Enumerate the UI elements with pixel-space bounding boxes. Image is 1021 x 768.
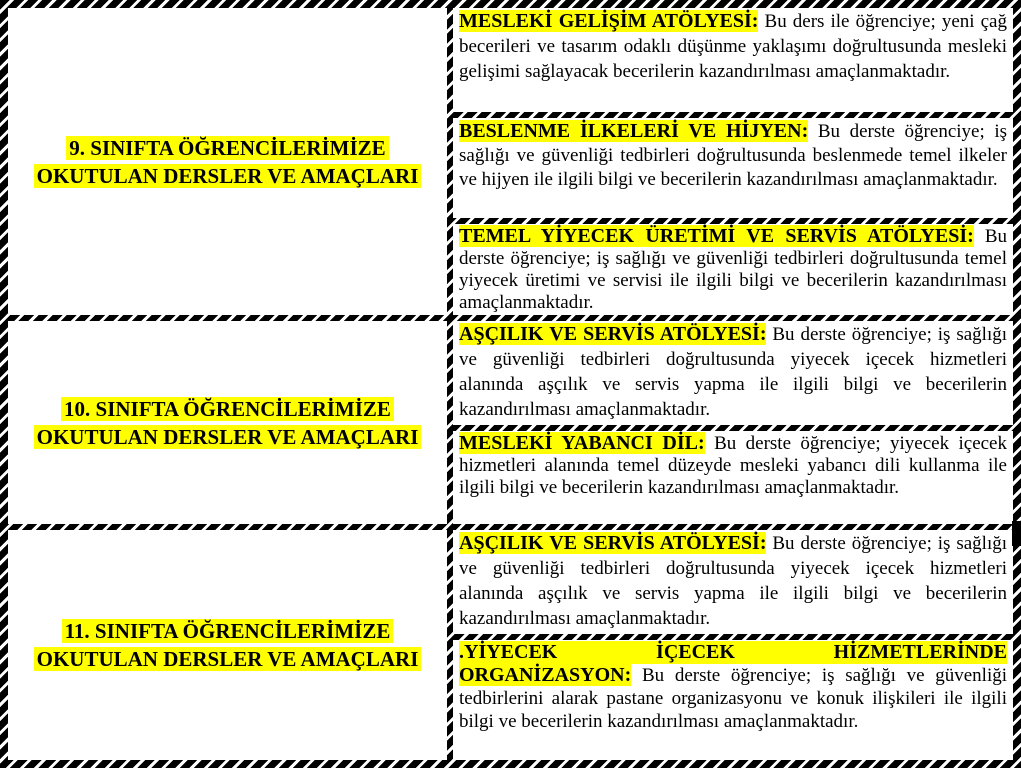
grade-9-header-line2 <box>34 162 422 190</box>
course-description: Bu derste öğrenciye; iş sağlığı ve güvenliği tedbirleri doğrultusunda yiyecek içecek hizmetleri alanında aşçılık ve servis yapma ile ilgili bilgi ve becerilerin kazandırılması amaçlanmaktadır. <box>459 533 1007 629</box>
course-description: Bu derste öğrenciye; iş sağlığı ve güvenliği tedbirleri doğrultusunda yiyecek içecek hizmetleri alanında aşçılık ve servis yapma ile ilgili bilgi ve becerilerin kazandırılması amaçlanmaktadır. <box>459 324 1007 420</box>
grade-10-courses <box>453 321 1013 524</box>
grade-11-header-line1 <box>34 617 422 645</box>
course-cell <box>453 8 1013 112</box>
grade-9-header-line1 <box>34 134 422 162</box>
course-title: MESLEKİ YABANCI DİL: <box>459 432 705 454</box>
grade-9-header-line1-text: 9. SINIFTA ÖĞRENCİLERİMİZE <box>66 136 388 160</box>
grade-9-header-line2-text: OKUTULAN DERSLER VE AMAÇLARI <box>34 164 422 188</box>
grade-11-header <box>34 617 422 673</box>
grade-11-courses <box>453 530 1013 760</box>
grade-11-header-line2-text: OKUTULAN DERSLER VE AMAÇLARI <box>34 647 422 671</box>
course-description: Bu derste öğrenciye; iş sağlığı ve güvenliği tedbirleri doğrultusunda temel yiyecek üretimi ve servisi ile ilgili bilgi ve becerilerin kazandırılması amaçlanmaktadır. <box>459 226 1007 313</box>
grade-9-courses <box>453 8 1013 315</box>
course-cell <box>453 321 1013 425</box>
course-cell <box>453 431 1013 524</box>
border-notch <box>1012 521 1021 546</box>
course-title-line1: .YİYECEK İÇECEK HİZMETLERİNDE <box>459 641 1007 663</box>
grade-9-row <box>8 8 1013 315</box>
grade-10-header-line2 <box>34 423 422 451</box>
grade-11-header-line1-text: 11. SINIFTA ÖĞRENCİLERİMİZE <box>62 619 394 643</box>
grade-9-header <box>34 134 422 190</box>
course-cell <box>453 530 1013 634</box>
course-description: Bu ders ile öğrenciye; yeni çağ becerileri ve tasarım odaklı düşünme yaklaşımı doğrultusunda mesleki gelişimi sağlayacak becerilerin kazandırılması amaçlanmaktadır. <box>459 11 1007 82</box>
course-cell <box>453 118 1013 218</box>
grade-9-header-cell <box>8 8 447 315</box>
grade-11-header-line2 <box>34 645 422 673</box>
course-title: AŞÇILIK VE SERVİS ATÖLYESİ: <box>459 532 767 554</box>
grade-10-header-cell <box>8 321 447 524</box>
course-description: Bu derste öğrenciye; yiyecek içecek hizmetleri alanında temel düzeyde mesleki yabancı dili kullanma ile ilgili bilgi ve becerilerin kazandırılması amaçlanmaktadır. <box>459 433 1007 498</box>
grade-11-header-cell <box>8 530 447 760</box>
course-title: AŞÇILIK VE SERVİS ATÖLYESİ: <box>459 323 767 345</box>
grade-11-row <box>8 530 1013 760</box>
grade-10-header-line2-text: OKUTULAN DERSLER VE AMAÇLARI <box>34 425 422 449</box>
course-description: Bu derste öğrenciye; iş sağlığı ve güvenliği tedbirlerini alarak pastane organizasyonu ve konuk ilişkileri ile ilgili bilgi ve becerilerin kazandırılması amaçlanmaktadır. <box>459 665 1008 732</box>
course-title: BESLENME İLKELERİ VE HİJYEN: <box>459 120 809 142</box>
grade-10-header <box>34 395 422 451</box>
course-cell <box>453 224 1013 315</box>
grade-10-header-line1-text: 10. SINIFTA ÖĞRENCİLERİMİZE <box>61 397 394 421</box>
course-title: TEMEL YİYECEK ÜRETİMİ VE SERVİS ATÖLYESİ: <box>459 225 974 247</box>
grade-10-row <box>8 321 1013 524</box>
course-title: MESLEKİ GELİŞİM ATÖLYESİ: <box>459 10 759 32</box>
course-cell <box>453 640 1013 760</box>
course-description: Bu derste öğrenciye; iş sağlığı ve güvenliği tedbirleri doğrultusunda beslenmede temel ilkeler ve hijyen ile ilgili bilgi ve becerilerin kazandırılması amaçlanmaktadır. <box>459 121 1008 190</box>
grade-10-header-line1 <box>34 395 422 423</box>
course-title-line2: ORGANİZASYON: <box>459 664 632 686</box>
